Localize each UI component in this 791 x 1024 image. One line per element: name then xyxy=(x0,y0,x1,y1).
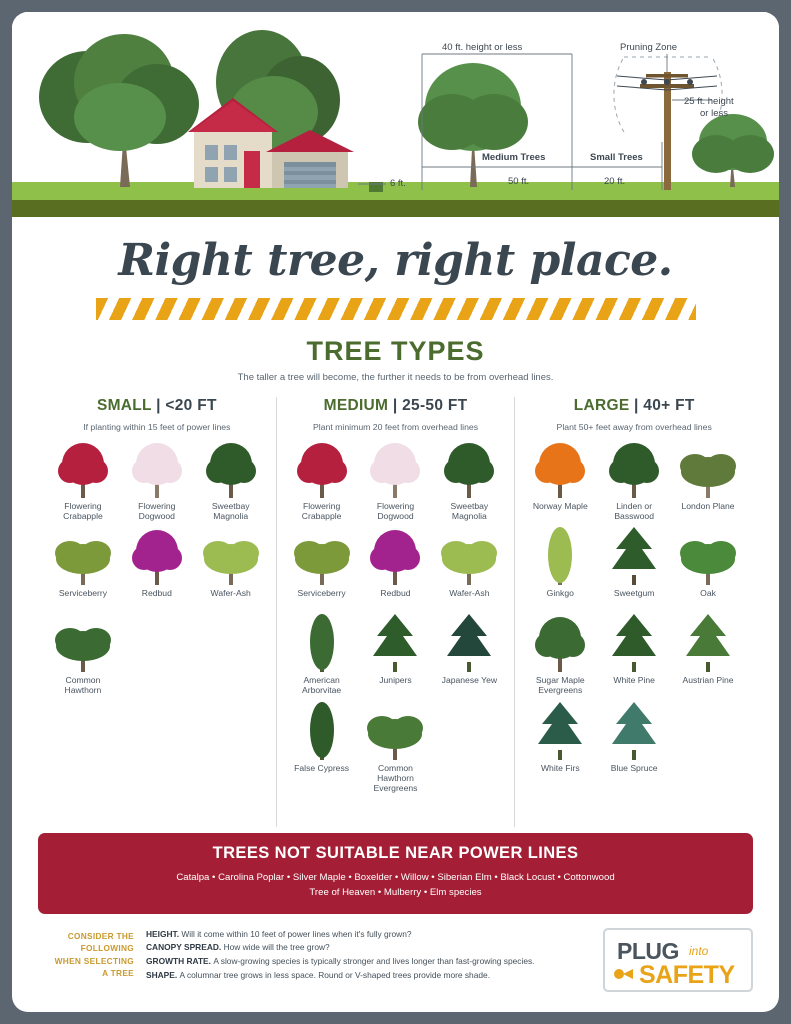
tree-item xyxy=(285,438,359,521)
tree-icon xyxy=(523,438,597,498)
not-suitable-banner xyxy=(38,833,753,914)
column-subheading: Plant minimum 20 feet from overhead lines xyxy=(312,422,479,432)
column-subheading: Plant 50+ feet away from overhead lines xyxy=(556,422,712,432)
annotation-pruning-zone: Pruning Zone xyxy=(620,42,678,53)
criteria-text: A slow-growing species is typically stronger and lives longer than fast-growing species. xyxy=(213,955,535,966)
annotation-40ft: 40 ft. height or less xyxy=(442,42,523,53)
tree-icon xyxy=(523,612,597,672)
criteria-text: A columnar tree grows in less space. Round or V-shaped trees provide more shade. xyxy=(179,969,491,980)
criteria-label: CANOPY SPREAD. xyxy=(146,942,224,953)
tree-name-label: Redbud xyxy=(380,588,411,599)
tree-icon xyxy=(46,612,120,672)
tree-icon xyxy=(194,438,268,498)
tree-name-label: Oak xyxy=(700,588,716,599)
tree-item xyxy=(46,438,120,521)
tree-item xyxy=(359,700,433,793)
tree-item xyxy=(120,525,194,608)
tree-item xyxy=(597,438,671,521)
criteria-row xyxy=(146,955,593,969)
tree-item xyxy=(359,525,433,608)
tree-name-label: Wafer-Ash xyxy=(210,588,251,599)
tree-icon xyxy=(597,438,671,498)
tree-name-label: American Arborvitae xyxy=(302,675,342,696)
tree-icon xyxy=(285,525,359,585)
tree-name-label: Serviceberry xyxy=(297,588,346,599)
tree-item xyxy=(120,438,194,521)
tree-item xyxy=(432,525,506,608)
tree-icon xyxy=(359,525,433,585)
tree-name-label: Sweetgum xyxy=(613,588,655,599)
tree-name-label: Common Hawthorn xyxy=(64,675,102,696)
small-tree-right xyxy=(692,114,774,187)
tree-icon xyxy=(120,438,194,498)
tree-icon xyxy=(46,438,120,498)
tree-icon xyxy=(432,612,506,672)
tree-icon xyxy=(120,525,194,585)
consider-line: CONSIDER THE xyxy=(67,930,134,941)
tree-name-label: Flowering Crabapple xyxy=(63,501,103,522)
annotation-medium-trees: Medium Trees xyxy=(482,152,546,163)
tree-name-label: Blue Spruce xyxy=(610,762,658,773)
banner-line-2: Tree of Heaven • Mulberry • Elm species xyxy=(309,886,482,898)
tree-icon xyxy=(46,525,120,585)
tree-column-medium xyxy=(276,397,515,827)
plug-into-safety-logo xyxy=(603,928,753,992)
criteria-row xyxy=(146,928,593,942)
tree-icon xyxy=(597,700,671,760)
tree-name-label: Japanese Yew xyxy=(441,675,498,686)
criteria-list xyxy=(134,928,593,982)
tree-item xyxy=(194,438,268,521)
tree-item xyxy=(285,525,359,608)
tree-item xyxy=(671,438,745,521)
tree-name-label: Flowering Dogwood xyxy=(376,501,415,522)
tree-item xyxy=(597,612,671,695)
consider-label xyxy=(38,928,134,980)
tree-icon xyxy=(432,525,506,585)
tree-icon xyxy=(523,700,597,760)
tree-icon xyxy=(671,525,745,585)
tree-name-label: Austrian Pine xyxy=(682,675,734,686)
large-tree-left xyxy=(39,34,199,187)
tree-grid xyxy=(285,438,507,797)
tree-name-label: White Pine xyxy=(613,675,655,686)
column-heading: LARGE | 40+ FT xyxy=(573,397,695,414)
tree-icon xyxy=(597,525,671,585)
tree-grid xyxy=(46,438,268,700)
consider-line: WHEN SELECTING xyxy=(54,955,134,966)
tree-item xyxy=(523,438,597,521)
tree-item xyxy=(194,525,268,608)
tree-name-label: Common Hawthorn Evergreens xyxy=(373,762,418,793)
annotation-small-trees: Small Trees xyxy=(590,152,643,163)
tree-item xyxy=(432,612,506,695)
tree-grid xyxy=(523,438,745,787)
tree-item xyxy=(671,525,745,608)
tree-icon xyxy=(194,525,268,585)
tree-icon xyxy=(285,700,359,760)
tree-item xyxy=(597,700,671,783)
annotation-25ft-orless: or less xyxy=(700,108,728,119)
shrub-six-feet xyxy=(369,182,383,192)
tree-item xyxy=(523,612,597,695)
tree-item xyxy=(46,525,120,608)
tree-name-label: Wafer-Ash xyxy=(449,588,490,599)
tree-item xyxy=(46,612,120,695)
criteria-label: GROWTH RATE. xyxy=(146,955,214,966)
annotation-50ft: 50 ft. xyxy=(508,176,530,187)
tree-name-label: Sweetbay Magnolia xyxy=(211,501,250,522)
tree-icon xyxy=(285,612,359,672)
tree-item xyxy=(597,525,671,608)
tree-item xyxy=(285,700,359,793)
section-subheading: The taller a tree will become, the further it needs to be from overhead lines. xyxy=(237,372,554,383)
criteria-row xyxy=(146,941,593,955)
criteria-label: HEIGHT. xyxy=(146,928,182,939)
tree-name-label: Norway Maple xyxy=(532,501,588,511)
consider-line: FOLLOWING xyxy=(80,943,134,954)
tree-icon xyxy=(597,612,671,672)
annotation-6ft: 6 ft. xyxy=(390,178,406,189)
tree-item xyxy=(359,438,433,521)
tree-name-label: Flowering Dogwood xyxy=(138,501,176,522)
tree-item xyxy=(523,700,597,783)
section-heading: TREE TYPES xyxy=(306,336,485,366)
tree-icon xyxy=(359,438,433,498)
tree-name-label: London Plane xyxy=(681,501,735,511)
tree-name-label: Sugar Maple Evergreens xyxy=(535,675,585,696)
medium-tree xyxy=(418,63,528,187)
tree-item xyxy=(671,612,745,695)
tree-item xyxy=(432,438,506,521)
annotation-25ft-height: 25 ft. height xyxy=(684,96,734,107)
stripe-divider xyxy=(96,298,696,320)
title-band xyxy=(12,217,779,320)
column-heading: MEDIUM | 25-50 FT xyxy=(323,397,468,414)
tree-icon xyxy=(671,612,745,672)
poster-card xyxy=(12,12,779,1012)
column-heading: SMALL | <20 FT xyxy=(96,397,217,414)
criteria-label: SHAPE. xyxy=(146,969,180,980)
tree-name-label: Serviceberry xyxy=(58,588,108,599)
tree-name-label: Ginkgo xyxy=(546,588,574,599)
tree-column-large xyxy=(514,397,753,827)
consider-line: A TREE xyxy=(102,968,134,979)
tree-icon xyxy=(285,438,359,498)
logo-safety-text: SAFETY xyxy=(639,960,735,989)
tree-name-label: White Firs xyxy=(540,762,580,773)
tree-name-label: Sweetbay Magnolia xyxy=(450,501,489,522)
tree-name-label: Redbud xyxy=(141,588,172,599)
tree-name-label: Flowering Crabapple xyxy=(301,501,342,522)
tree-icon xyxy=(671,438,745,498)
footer xyxy=(38,928,753,992)
tree-name-label: Linden or Basswood xyxy=(614,501,654,522)
tree-icon xyxy=(523,525,597,585)
banner-line-1: Catalpa • Carolina Poplar • Silver Maple • Boxelder • Willow • Siberian Elm • Black Locust • Cottonwood xyxy=(176,872,615,883)
tree-columns xyxy=(38,397,753,827)
hero-illustration xyxy=(12,12,779,217)
criteria-text: Will it come within 10 feet of power lines when it's fully grown? xyxy=(181,928,412,939)
tree-icon xyxy=(432,438,506,498)
column-subheading: If planting within 15 feet of power lines xyxy=(83,422,231,432)
tree-name-label: Junipers xyxy=(379,675,412,686)
banner-title: TREES NOT SUITABLE NEAR POWER LINES xyxy=(212,844,579,862)
page-title: Right tree, right place. xyxy=(118,235,673,286)
criteria-text: How wide will the tree grow? xyxy=(223,942,330,953)
tree-name-label: False Cypress xyxy=(294,762,350,773)
tree-icon xyxy=(359,700,433,760)
criteria-row xyxy=(146,969,593,983)
tree-icon xyxy=(359,612,433,672)
annotation-20ft: 20 ft. xyxy=(604,176,626,187)
logo-into-text: into xyxy=(689,943,709,958)
tree-column-small xyxy=(38,397,276,827)
tree-item xyxy=(285,612,359,695)
tree-item xyxy=(523,525,597,608)
tree-item xyxy=(359,612,433,695)
logo-plug-text: PLUG xyxy=(617,937,679,964)
